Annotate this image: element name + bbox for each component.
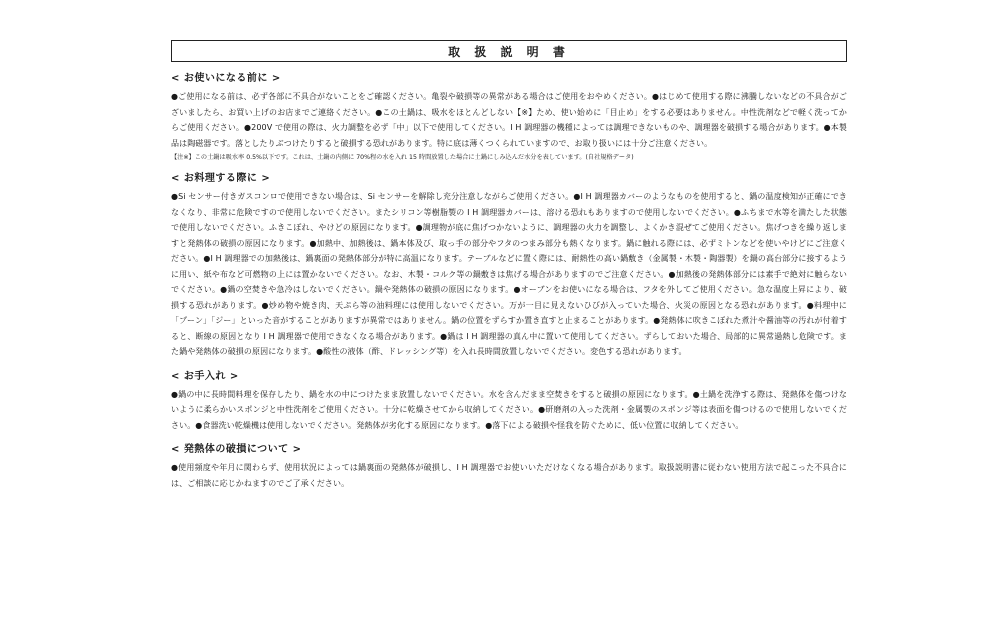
manual-title: [171, 40, 847, 62]
instruction-manual: [171, 40, 847, 491]
section-body-care: ●鍋の中に長時間料理を保存したり、鍋を水の中につけたまま放置しないでください。水を含んだまま空焚きをすると破損の原因になります。●土鍋を洗浄する際は、発熱体を傷つけないように柔らかいスポンジと中性洗剤をご使用ください。十分に乾燥させてから収納してください。●研磨剤の入った洗剤・金属製のスポンジ等は表面を傷つけるので使用しないでください。●食器洗い乾燥機は使用しないでください。発熱体が劣化する原因になります。●落下による破損や怪我を防ぐために、低い位置に収納してください。: [171, 389, 847, 430]
section-body-cooking: ●Si センサー付きガスコンロで使用できない場合は、Si センサーを解除し充分注意しながらご使用ください。●I H 調理器カバーのようなものを使用すると、鍋の温度検知が正確にできなくなり、非常に危険ですので使用しないでください。またシリコン等樹脂製の I H 調理器カバーは、溶ける恐れもありますので使用しないでください。●ふちまで水等を満たした状態で使用しないでください。ふきこぼれ、やけどの原因になります。●調理物が底に焦げつかないように、調理器の火力を調整し、よくかき混ぜてご使用ください。焦げつきを繰り返しますと発熱体の破損の原因になります。●加熱中、加熱後は、鍋本体及び、取っ手の部分やフタのつまみ部分も熱くなります。鍋に触れる際には、必ずミトンなどを使いやけどにご注意ください。●I H 調理器での加熱後は、鍋裏面の発熱体部分が特に高温になります。テーブルなどに置く際には、耐熱性の高い鍋敷き（金属製・木製・陶器製）を鍋の高台部分に接するように用い、紙や布など可燃物の上には置かないでください。なお、木製・コルク等の鍋敷きは焦げる場合がありますのでご注意ください。●加熱後の発熱体部分には素手で絶対に触らないでください。●鍋の空焚きや急冷はしないでください。鍋や発熱体の破損の原因になります。●オーブンをお使いになる場合は、フタを外してご使用ください。急な温度上昇により、破損する恐れがあります。●炒め物や焼き肉、天ぷら等の油料理には使用しないでください。万が一目に見えないひびが入っていた場合、火災の原因となる恐れがあります。●料理中に「プーン」「ジー」といった音がすることがありますが異常ではありません。鍋の位置をずらすか置き直すと止まることがあります。●発熱体に吹きこぼれた煮汁や醤油等の汚れが付着すると、断線の原因となり I H 調理器で使用できなくなる場合があります。●鍋は I H 調理器の真ん中に置いて使用してください。ずらしておいた場合、局部的に異常過熱し危険です。また鍋や発熱体の破損の原因になります。●酸性の液体（酢、ドレッシング等）を入れ長時間放置しないでください。変色する恐れがあります。: [171, 192, 847, 356]
section-heading-care: < お手入れ >: [171, 370, 239, 382]
section-cooking: [171, 172, 847, 360]
section-care: [171, 370, 847, 434]
section-heading-cooking: < お料理する際に >: [171, 173, 271, 184]
section-heating-element-damage: [171, 443, 847, 491]
section-before-use: [171, 72, 847, 163]
section-body-before-use: ●ご使用になる前は、必ず各部に不具合がないことをご確認ください。亀裂や破損等の異常がある場合はご使用をおやめください。●はじめて使用する際に沸騰しないなどの不具合がございましたら、お買い上げのお店までご連絡ください。●この土鍋は、吸水をほとんどしない【※】ため、使い始めに「目止め」をする必要はありません。中性洗剤などで軽く洗ってからご使用ください。●200V で使用の際は、火力調整を必ず「中」以下で使用してください。I H 調理器の機種によっては調理できないものや、調理器を破損する場合があります。●本製品は陶磁器です。落としたりぶつけたりすると破損する恐れがあります。特に底は薄くつくられていますので、お取り扱いには十分ご注意ください。: [171, 92, 847, 148]
section-body-heating-element: ●使用頻度や年月に関わらず、使用状況によっては鍋裏面の発熱体が破損し、I H 調理器でお使いいただけなくなる場合があります。取扱説明書に従わない使用方法で起こった不具合には、ご相談に応じかねますのでご了承ください。: [171, 463, 847, 488]
section-heading-heating-element: < 発熱体の破損について >: [171, 444, 302, 455]
manual-title-text: 取 扱 説 明 書: [448, 44, 570, 59]
water-absorption-note: 【注※】この土鍋は吸水率 0.5%以下です。これは、土鍋の内側に 70%程の水を入れ 15 時間放置した場合に土鍋にしみ込んだ水分を表しています。(自社規格データ): [171, 154, 634, 161]
section-heading-before-use: < お使いになる前に >: [171, 73, 281, 84]
